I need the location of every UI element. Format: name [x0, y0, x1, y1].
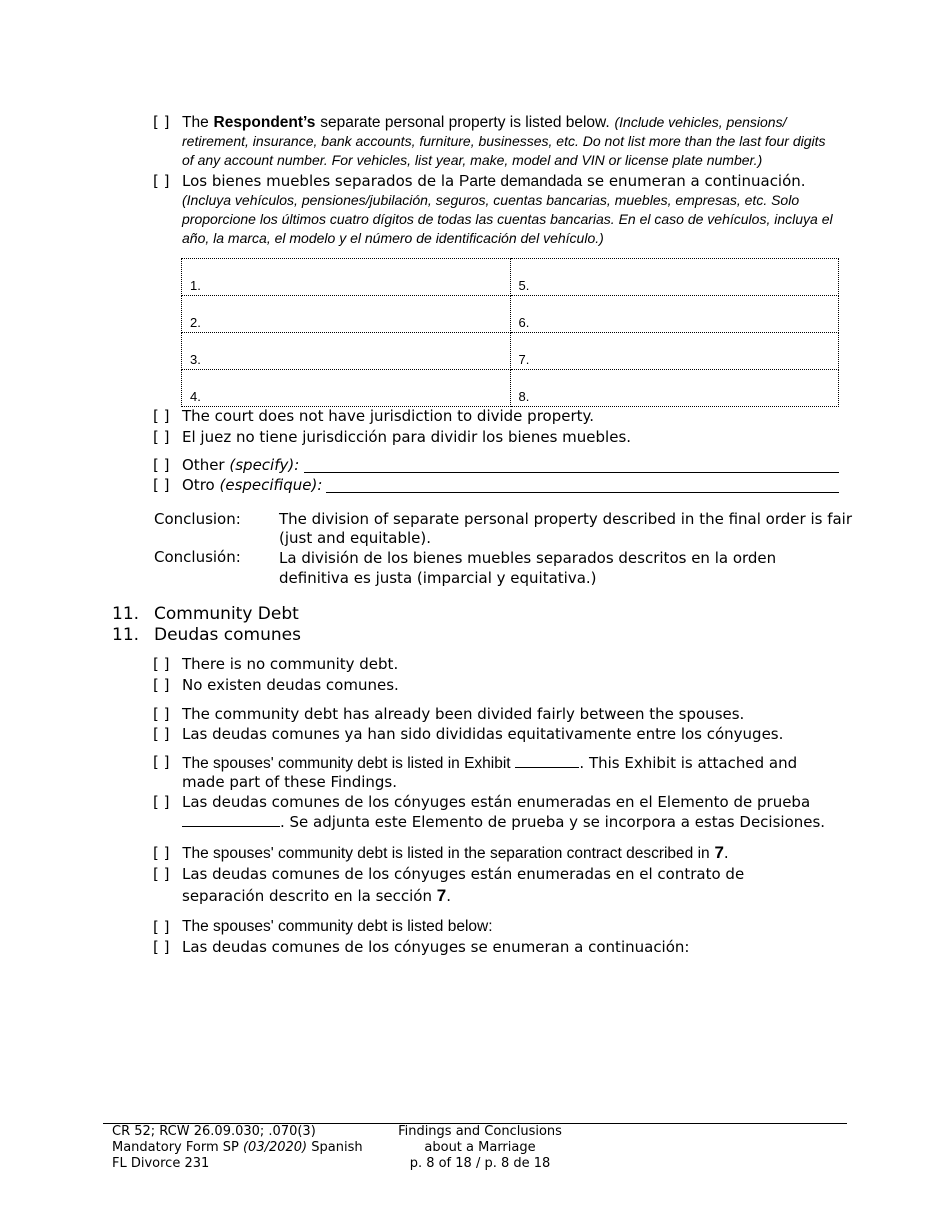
other-en-label: Other (specify):: [182, 456, 300, 474]
property-table: [181, 258, 839, 407]
section-number: 11.: [112, 625, 140, 645]
conclusion-es-text: La división de los bienes muebles separados descritos en la orden: [279, 549, 777, 567]
respondent-property-es-note: proporcione los últimos cuatro dígitos de todas las cuentas bancarias. En el caso de vehículos, incluya el: [182, 211, 833, 227]
exhibit-en: The spouses' community debt is listed in Exhibit . This Exhibit is attached and: [182, 754, 798, 772]
divided-es: Las deudas comunes ya han sido divididas equitativamente entre los cónyuges.: [182, 725, 784, 743]
contract-en: The spouses' community debt is listed in the separation contract described in 7.: [182, 843, 729, 862]
below-es: Las deudas comunes de los cónyuges se enumeran a continuación:: [182, 938, 690, 956]
footer-form-info: Mandatory Form SP (03/2020) Spanish: [112, 1140, 363, 1155]
exhibit-es: Las deudas comunes de los cónyuges están enumeradas en el Elemento de prueba: [182, 793, 811, 811]
no-debt-en: There is no community debt.: [182, 655, 399, 673]
no-jurisdiction-es-checkbox[interactable]: [ ]: [153, 428, 170, 446]
respondent-property-en-note: retirement, insurance, bank accounts, furniture, businesses, etc. Do not list more than the last four digits: [182, 133, 826, 149]
respondent-property-es-note: (Incluya vehículos, pensiones/jubilación, seguros, cuentas bancarias, muebles, empresas, etc. Solo: [182, 192, 800, 208]
footer-title: Findings and Conclusions: [398, 1124, 562, 1139]
table-row: [182, 370, 839, 407]
table-row: [182, 333, 839, 370]
table-cell[interactable]: 7.: [510, 333, 839, 370]
other-es-checkbox[interactable]: [ ]: [153, 476, 170, 494]
section-title-es: Deudas comunes: [154, 625, 301, 645]
contract-es-checkbox[interactable]: [ ]: [153, 865, 170, 883]
table-cell[interactable]: 2.: [182, 296, 511, 333]
respondent-property-es-checkbox[interactable]: [ ]: [153, 172, 170, 190]
conclusion-es-text: definitiva es justa (imparcial y equitativa.): [279, 569, 597, 587]
exhibit-en-cont: made part of these Findings.: [182, 773, 398, 791]
other-es-label: Otro (especifique):: [182, 476, 323, 494]
other-en-input-line[interactable]: [304, 472, 839, 473]
footer-form-id: FL Divorce 231: [112, 1156, 210, 1171]
respondent-property-en-note: of any account number. For vehicles, list year, make, model and VIN or license plate number.): [182, 152, 763, 168]
footer-citation: CR 52; RCW 26.09.030; .070(3): [112, 1124, 316, 1139]
table-cell[interactable]: 8.: [510, 370, 839, 407]
respondent-property-es-note: año, la marca, el modelo y el número de identificación del vehículo.): [182, 230, 604, 246]
exhibit-number-blank[interactable]: [515, 752, 579, 768]
no-jurisdiction-en: The court does not have jurisdiction to divide property.: [182, 407, 595, 425]
other-en-checkbox[interactable]: [ ]: [153, 456, 170, 474]
contract-en-checkbox[interactable]: [ ]: [153, 844, 170, 862]
table-row: [182, 296, 839, 333]
contract-es-cont: separación descrito en la sección 7.: [182, 886, 452, 905]
divided-en-checkbox[interactable]: [ ]: [153, 705, 170, 723]
section-title-en: Community Debt: [154, 604, 299, 624]
table-cell[interactable]: 6.: [510, 296, 839, 333]
conclusion-en-text: (just and equitable).: [279, 529, 432, 547]
below-en-checkbox[interactable]: [ ]: [153, 918, 170, 936]
no-jurisdiction-en-checkbox[interactable]: [ ]: [153, 407, 170, 425]
exhibit-es-cont: . Se adjunta este Elemento de prueba y se incorpora a estas Decisiones.: [182, 811, 825, 832]
table-cell[interactable]: 3.: [182, 333, 511, 370]
table-cell[interactable]: 5.: [510, 259, 839, 296]
below-es-checkbox[interactable]: [ ]: [153, 938, 170, 956]
section-number: 11.: [112, 604, 140, 624]
conclusion-es-label: Conclusión:: [154, 548, 241, 566]
conclusion-en-text: The division of separate personal property described in the final order is fair: [279, 510, 852, 528]
no-debt-es: No existen deudas comunes.: [182, 676, 399, 694]
contract-es: Las deudas comunes de los cónyuges están enumeradas en el contrato de: [182, 865, 745, 883]
no-debt-en-checkbox[interactable]: [ ]: [153, 655, 170, 673]
exhibit-es-checkbox[interactable]: [ ]: [153, 793, 170, 811]
conclusion-en-label: Conclusion:: [154, 510, 241, 528]
exhibit-number-blank[interactable]: [182, 811, 280, 827]
footer-page-number: p. 8 of 18 / p. 8 de 18: [409, 1156, 551, 1171]
below-en: The spouses' community debt is listed below:: [182, 918, 493, 935]
no-debt-es-checkbox[interactable]: [ ]: [153, 676, 170, 694]
footer-title: about a Marriage: [424, 1140, 536, 1155]
divided-es-checkbox[interactable]: [ ]: [153, 725, 170, 743]
exhibit-en-checkbox[interactable]: [ ]: [153, 753, 170, 771]
no-jurisdiction-es: El juez no tiene jurisdicción para dividir los bienes muebles.: [182, 428, 632, 446]
respondent-property-es: Los bienes muebles separados de la Parte demandada se enumeran a continuación.: [182, 172, 806, 190]
other-es-input-line[interactable]: [326, 492, 839, 493]
table-row: [182, 259, 839, 296]
table-cell[interactable]: 1.: [182, 259, 511, 296]
respondent-property-en-checkbox[interactable]: [ ]: [153, 113, 170, 131]
divided-en: The community debt has already been divided fairly between the spouses.: [182, 705, 745, 723]
respondent-property-en: The Respondent’s separate personal property is listed below. (Include vehicles, pensions/: [182, 114, 787, 131]
table-cell[interactable]: 4.: [182, 370, 511, 407]
